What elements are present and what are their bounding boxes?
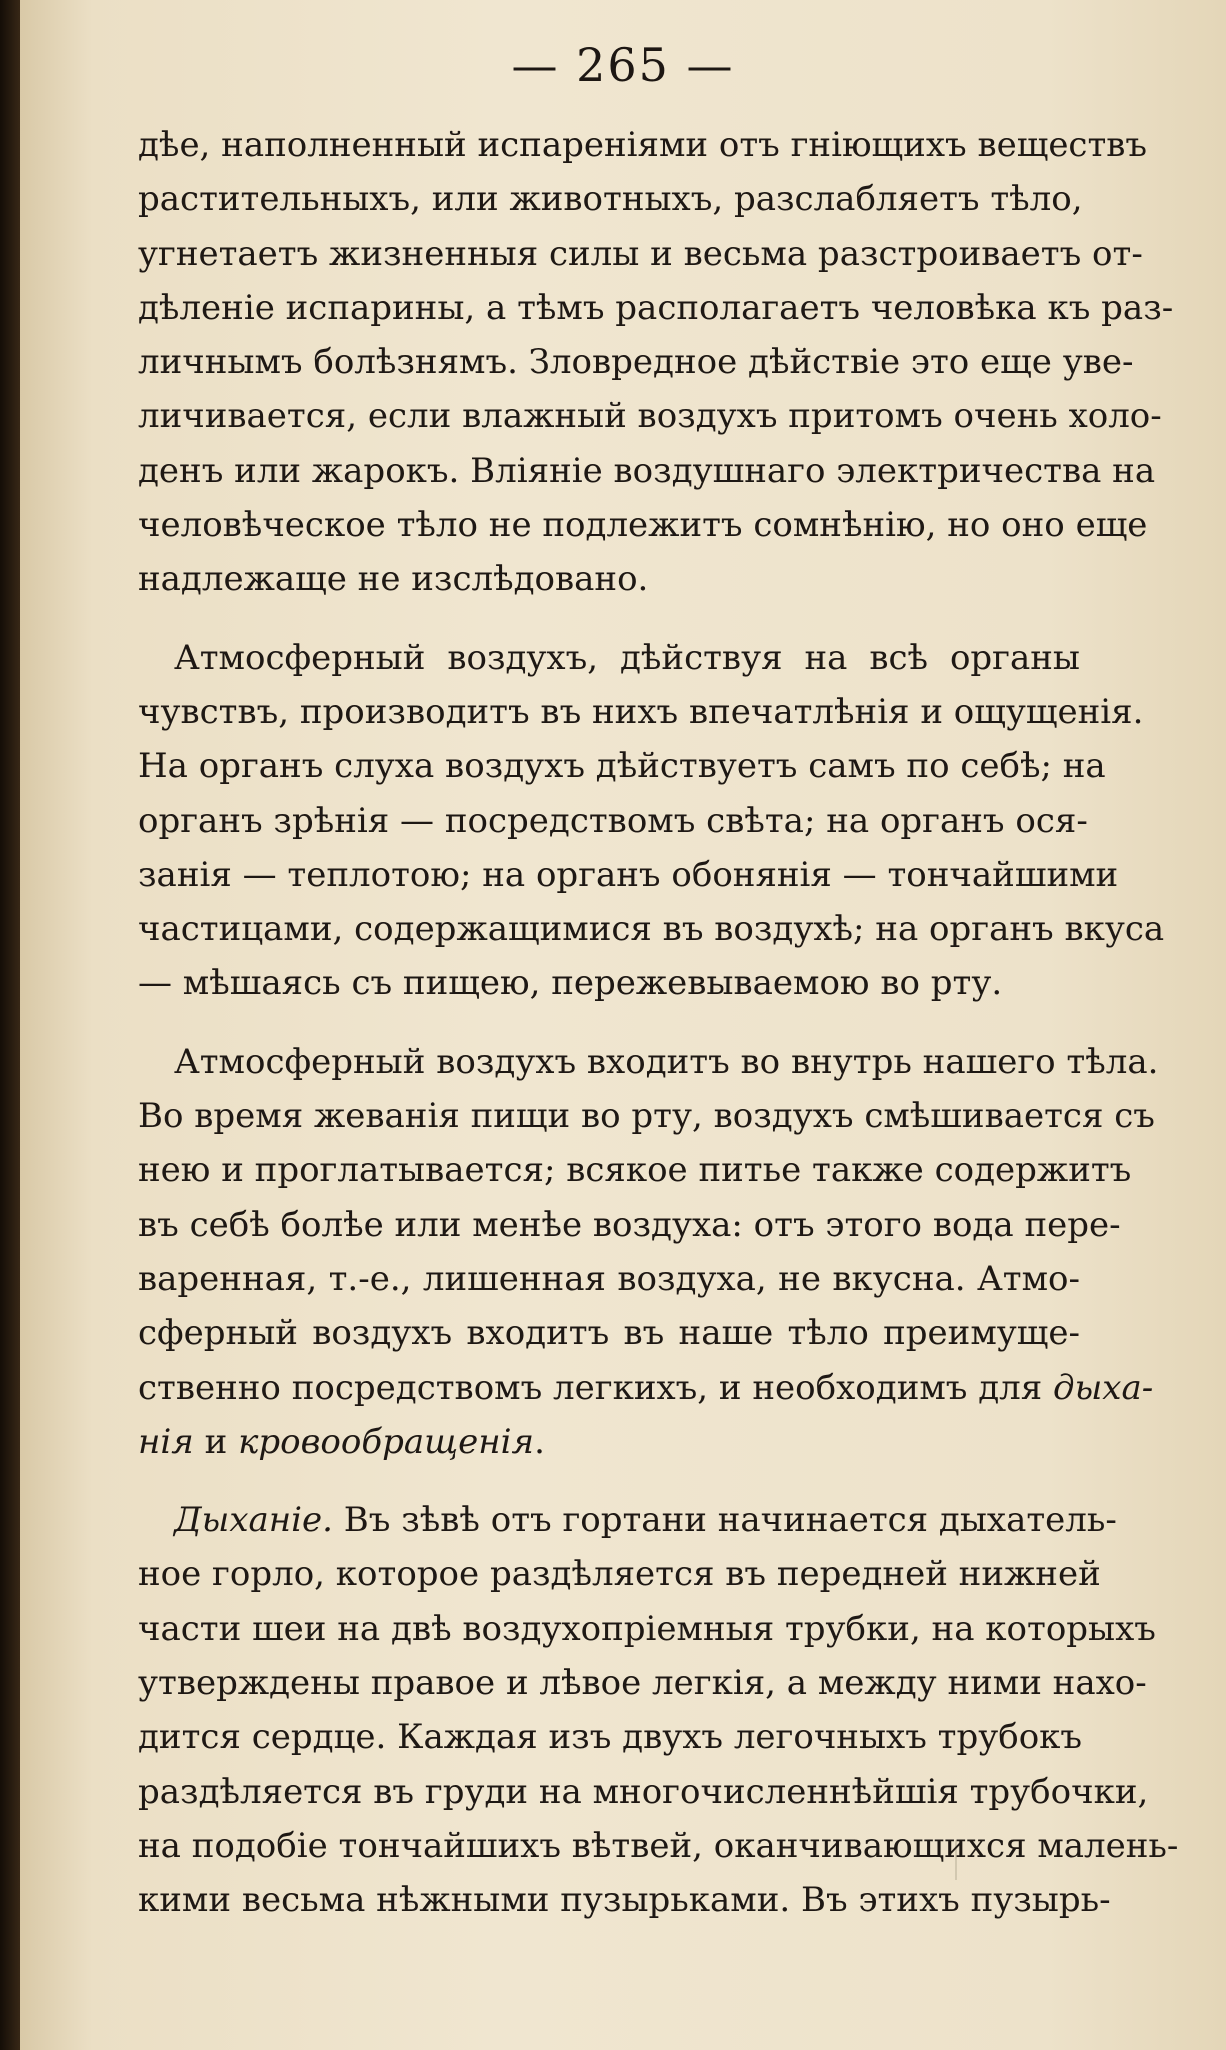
paragraph-1	[138, 118, 1174, 607]
text-fragment: Въ зѣвѣ отъ гортани начинается дыхатель-	[343, 1500, 1117, 1541]
text-line: кими весьма нѣжными пузырьками. Въ этихъ пузырь-	[138, 1880, 1111, 1921]
text-line: угнетаетъ жизненныя силы и весьма разстроиваетъ от-	[138, 233, 1143, 274]
book-page	[20, 0, 1226, 2050]
page-number: — 265 —	[511, 38, 735, 92]
text-line: личнымъ болѣзнямъ. Зловредное дѣйствіе это еще уве-	[138, 342, 1134, 383]
text-line: нею и проглатывается; всякое питье также содержитъ	[138, 1150, 1132, 1191]
text-line: варенная, т.-е., лишенная воздуха, не вкусна. Атмо-	[138, 1258, 1080, 1299]
text-line: чувствъ, производитъ въ нихъ впечатлѣнія и ощущенія.	[138, 691, 1144, 732]
italic-term: нія	[138, 1421, 194, 1462]
text-line: надлежаще не изслѣдовано.	[138, 559, 649, 600]
text-fragment: и	[204, 1421, 228, 1462]
text-line	[138, 1415, 1080, 1469]
text-fragment: ственно посредствомъ легкихъ, и необходимъ для	[138, 1367, 1043, 1408]
text-line: Во время жеванія пищи во рту, воздухъ смѣшивается съ	[138, 1096, 1155, 1137]
text-line: сферный воздухъ входитъ въ наше тѣло преимуще-	[138, 1313, 1080, 1354]
text-line: органъ зрѣнія — посредствомъ свѣта; на органъ ося-	[138, 800, 1088, 841]
text-line: части шеи на двѣ воздухопріемныя трубки, на которыхъ	[138, 1608, 1156, 1649]
text-line: занія — теплотою; на органъ обонянія — тончайшими	[138, 854, 1119, 895]
text-line: — мѣшаясь съ пищею, пережевываемою во рту.	[138, 963, 1003, 1004]
text-line: Атмосферный воздухъ входитъ во внутрь нашего тѣла.	[174, 1041, 1159, 1082]
text-line: утверждены правое и лѣвое легкія, а между ними нахо-	[138, 1663, 1147, 1704]
book-gutter-shadow	[0, 0, 22, 2050]
text-line: раздѣляется въ груди на многочисленнѣйшія трубочки,	[138, 1771, 1149, 1812]
text-line: дѣе, наполненный испареніями отъ гніющихъ веществъ	[138, 125, 1148, 165]
text-line	[138, 1361, 1154, 1415]
text-line: въ себѣ болѣе или менѣе воздуха: отъ этого вода пере-	[138, 1204, 1121, 1245]
paragraph-3	[138, 1035, 1159, 1469]
text-line: растительныхъ, или животныхъ, разслабляетъ тѣло,	[138, 179, 1083, 220]
section-heading-inline: Дыханіе.	[174, 1500, 333, 1541]
text-line: на подобіе тончайшихъ вѣтвей, оканчивающихся малень-	[138, 1825, 1179, 1866]
text-line	[138, 1493, 1117, 1547]
italic-term: дыха-	[1053, 1367, 1154, 1408]
text-line: человѣческое тѣло не подлежитъ сомнѣнію, но оно еще	[138, 505, 1148, 546]
text-line: дится сердце. Каждая изъ двухъ легочныхъ трубокъ	[138, 1717, 1083, 1758]
text-line: Атмосферный воздухъ, дѣйствуя на всѣ органы	[174, 637, 1080, 678]
text-line: частицами, содержащимися въ воздухѣ; на органъ вкуса	[138, 909, 1165, 950]
paragraph-4	[138, 1493, 1179, 1927]
text-line: дѣленіе испарины, а тѣмъ располагаетъ человѣка къ раз-	[138, 287, 1174, 328]
body-text	[138, 118, 1179, 1928]
text-line: На органъ слуха воздухъ дѣйствуетъ самъ по себѣ; на	[138, 746, 1106, 787]
text-fragment: .	[534, 1421, 545, 1462]
italic-term: кровообращенія	[238, 1421, 535, 1462]
paper-mark	[955, 1840, 957, 1880]
paragraph-2	[138, 631, 1165, 1011]
text-line: денъ или жарокъ. Вліяніе воздушнаго электричества на	[138, 450, 1156, 491]
text-line: ное горло, которое раздѣляется въ передней нижней	[138, 1554, 1101, 1595]
text-line: личивается, если влажный воздухъ притомъ очень холо-	[138, 396, 1162, 437]
